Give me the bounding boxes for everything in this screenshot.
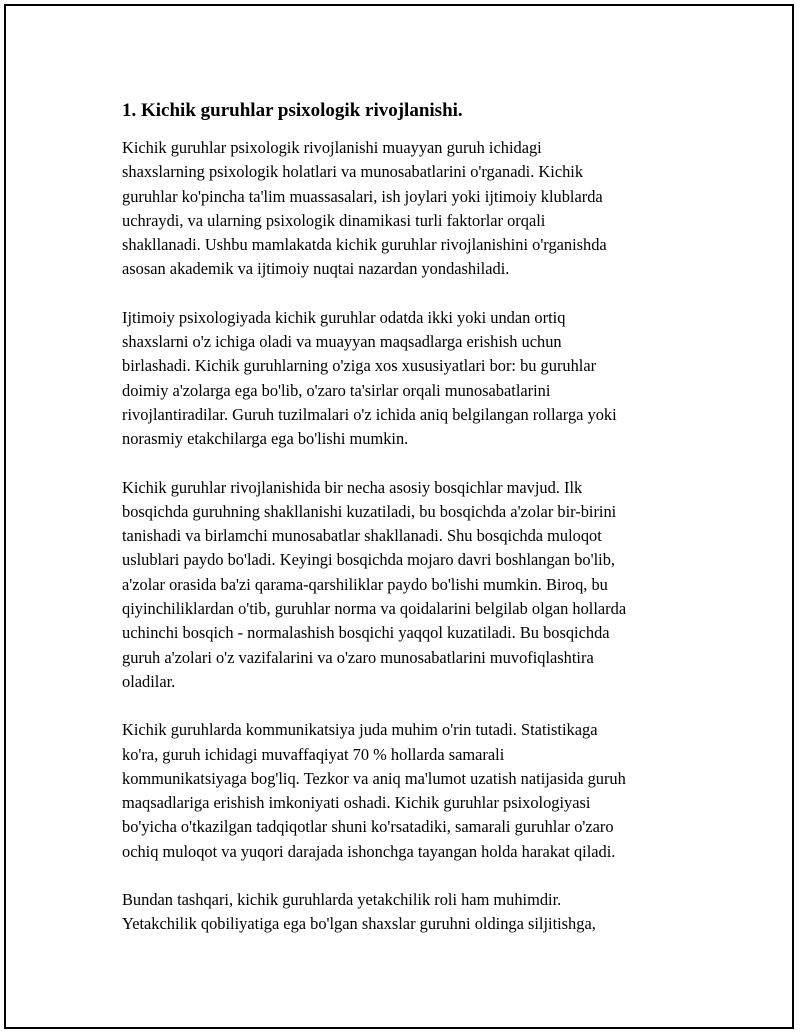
text-line: rivojlantiradilar. Guruh tuzilmalari o'z ichida aniq belgilangan rollarga yoki xyxy=(122,404,617,424)
text-line: tanishadi va birlamchi munosabatlar shakllanadi. Shu bosqichda muloqot xyxy=(122,526,602,546)
text-line: Kichik guruhlar rivojlanishida bir necha asosiy bosqichlar mavjud. Ilk xyxy=(122,477,583,497)
text-line: bosqichda guruhning shakllanishi kuzatiladi, bu bosqichda a'zolar bir-birini xyxy=(122,501,617,521)
text-line: oladilar. xyxy=(122,671,176,691)
text-line: Kichik guruhlarda kommunikatsiya juda muhim o'rin tutadi. Statistikaga xyxy=(122,720,598,740)
text-line: guruhlar ko'pincha ta'lim muassasalari, ish joylari yoki ijtimoiy klublarda xyxy=(122,186,603,206)
text-line: Yetakchilik qobiliyatiga ega bo'lgan shaxslar guruhni oldinga siljitishga, xyxy=(122,914,596,934)
paragraph-3 xyxy=(122,476,702,695)
paragraph-4 xyxy=(122,718,702,864)
text-line: qiyinchiliklardan o'tib, guruhlar norma va qoidalarini belgilab olgan hollarda xyxy=(122,599,627,619)
text-line: bo'yicha o'tkazilgan tadqiqotlar shuni ko'rsatadiki, samarali guruhlar o'zaro xyxy=(122,817,614,837)
paragraph-1 xyxy=(122,136,702,282)
text-line: kommunikatsiyaga bog'liq. Tezkor va aniq ma'lumot uzatish natijasida guruh xyxy=(122,768,626,788)
text-line: shaxslarning psixologik holatlari va munosabatlarini o'rganadi. Kichik xyxy=(122,162,584,182)
document-content xyxy=(122,98,702,961)
section-heading: 1. Kichik guruhlar psixologik rivojlanishi. xyxy=(122,100,463,121)
text-line: maqsadlariga erishish imkoniyati oshadi. Kichik guruhlar psixologiyasi xyxy=(122,793,591,813)
text-line: uslublari paydo bo'ladi. Keyingi bosqichda mojaro davri boshlangan bo'lib, xyxy=(122,550,615,570)
text-line: asosan akademik va ijtimoiy nuqtai nazardan yondashiladi. xyxy=(122,259,510,279)
text-line: a'zolar orasida ba'zi qarama-qarshiliklar paydo bo'lishi mumkin. Biroq, bu xyxy=(122,574,608,594)
text-line: Kichik guruhlar psixologik rivojlanishi muayyan guruh ichidagi xyxy=(122,138,542,157)
document-page xyxy=(4,4,794,1029)
paragraph-2 xyxy=(122,306,702,452)
text-line: ko'ra, guruh ichidagi muvaffaqiyat 70 % hollarda samarali xyxy=(122,744,505,764)
text-line: birlashadi. Kichik guruhlarning o'ziga xos xususiyatlari bor: bu guruhlar xyxy=(122,356,597,376)
text-line: uchinchi bosqich - normalashish bosqichi yaqqol kuzatiladi. Bu bosqichda xyxy=(122,623,610,643)
text-line: ochiq muloqot va yuqori darajada ishonchga tayangan holda harakat qiladi. xyxy=(122,841,616,861)
text-line: uchraydi, va ularning psixologik dinamikasi turli faktorlar orqali xyxy=(122,210,546,230)
text-line: guruh a'zolari o'z vazifalarini va o'zaro munosabatlarini muvofiqlashtira xyxy=(122,647,594,667)
text-line: norasmiy etakchilarga ega bo'lishi mumkin. xyxy=(122,429,409,449)
text-line: shaxslarni o'z ichiga oladi va muayyan maqsadlarga erishish uchun xyxy=(122,332,562,352)
paragraph-5 xyxy=(122,888,702,937)
text-line: Bundan tashqari, kichik guruhlarda yetakchilik roli ham muhimdir. xyxy=(122,890,562,910)
text-line: doimiy a'zolarga ega bo'lib, o'zaro ta'sirlar orqali munosabatlarini xyxy=(122,380,551,400)
text-line: Ijtimoiy psixologiyada kichik guruhlar odatda ikki yoki undan ortiq xyxy=(122,307,566,327)
text-line: shakllanadi. Ushbu mamlakatda kichik guruhlar rivojlanishini o'rganishda xyxy=(122,235,607,255)
